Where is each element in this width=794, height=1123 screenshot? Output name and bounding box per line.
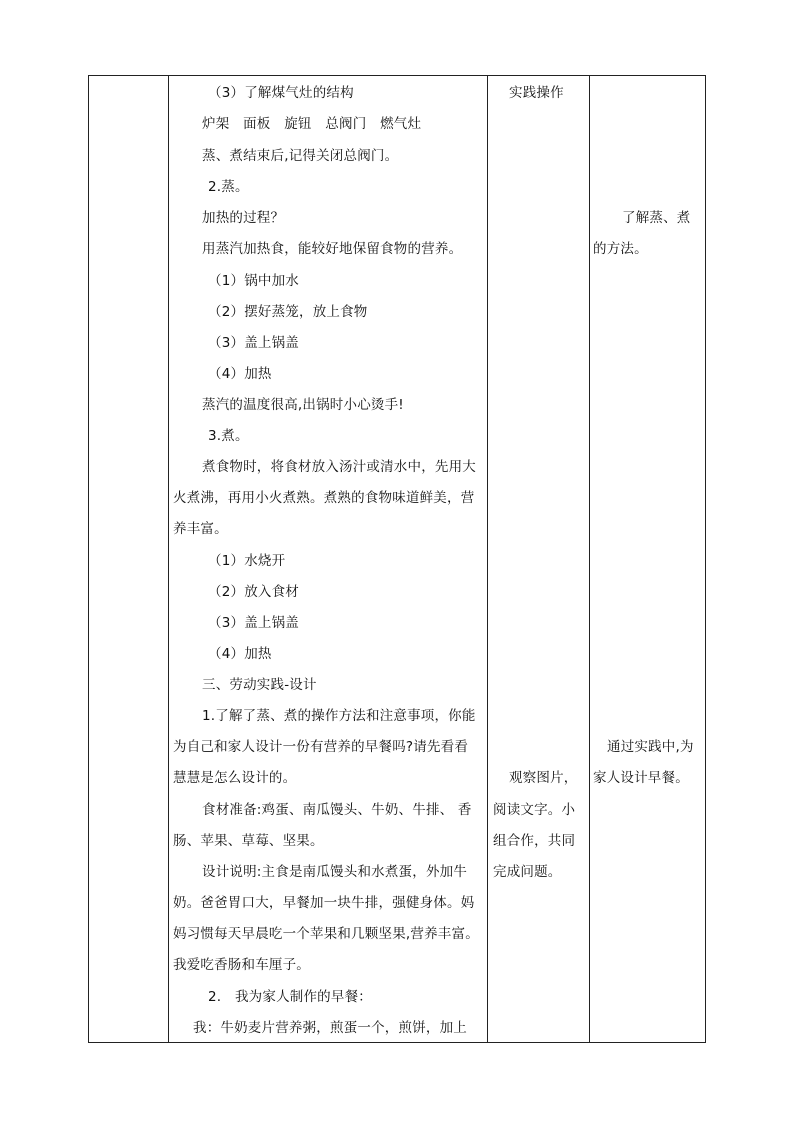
boil-description-line-2: 火煮沸，再用小火煮熟。煮熟的食物味道鲜美，营 [173,490,475,506]
ingredients-line-2: 肠、苹果、草莓、坚果。 [173,833,324,849]
stove-parts-line: 炉架 面板 旋钮 总阀门 燃气灶 [202,116,422,132]
boil-description-line-1: 煮食物时，将食材放入汤汁或清水中，先用大 [202,459,476,475]
boil-step-3: （3）盖上锅盖 [208,615,299,631]
steam-safety-note: 蒸汽的温度很高,出锅时小心烫手! [202,397,404,413]
steam-step-1: （1）锅中加水 [208,273,299,289]
design-notes-line-2: 奶。爸爸胃口大，早餐加一块牛排，强健身体。妈 [173,895,475,911]
structure-heading: （3）了解煤气灶的结构 [208,85,354,101]
practice-section-heading: 三、劳动实践-设计 [202,677,317,693]
design-question-line-2: 为自己和家人设计一份有营养的早餐吗?请先看看 [173,739,469,755]
steam-step-4: （4）加热 [208,366,272,382]
my-breakfast-heading: 2. 我为家人制作的早餐： [208,989,372,1005]
steam-step-3: （3）盖上锅盖 [208,335,299,351]
design-question-line-1: 1.了解了蒸、煮的操作方法和注意事项，你能 [202,708,476,724]
activity-text-line-3: 组合作，共同 [493,833,576,849]
lesson-table [88,75,706,1043]
intent-practice-line-2: 家人设计早餐。 [593,770,689,786]
intent-practice-line-1: 通过实践中,为 [607,739,694,755]
my-breakfast-line-1: 我：牛奶麦片营养粥，煎蛋一个，煎饼，加上 [193,1020,467,1036]
heating-process-question: 加热的过程？ [202,210,285,226]
column-divider-3 [589,76,590,1042]
activity-text-line-4: 完成问题。 [493,864,562,880]
close-valve-note: 蒸、煮结束后,记得关闭总阀门。 [202,148,399,164]
boil-description-line-3: 养丰富。 [173,521,228,537]
boil-section-title: 3.煮。 [208,428,249,444]
design-notes-line-3: 妈习惯每天早晨吃一个苹果和几颗坚果,营养丰富。 [173,926,479,942]
intent-steam-boil-line-1: 了解蒸、煮 [622,210,691,226]
column-divider-2 [487,76,488,1042]
column-divider-1 [168,76,169,1042]
activity-practice-label: 实践操作 [509,85,564,101]
steam-description: 用蒸汽加热食，能较好地保留食物的营养。 [202,241,463,257]
boil-step-2: （2）放入食材 [208,584,299,600]
intent-steam-boil-line-2: 的方法。 [593,241,648,257]
activity-text-line-2: 阅读文字。小 [493,802,576,818]
design-notes-line-4: 我爱吃香肠和车厘子。 [173,957,310,973]
ingredients-line-1: 食材准备:鸡蛋、南瓜馒头、牛奶、牛排、 香 [202,802,472,818]
boil-step-4: （4）加热 [208,646,272,662]
design-notes-line-1: 设计说明:主食是南瓜馒头和水煮蛋，外加牛 [202,864,468,880]
design-question-line-3: 慧慧是怎么设计的。 [173,770,297,786]
activity-text-line-1: 观察图片， [509,770,578,786]
steam-step-2: （2）摆好蒸笼，放上食物 [208,304,368,320]
steam-section-title: 2.蒸。 [208,179,249,195]
boil-step-1: （1）水烧开 [208,553,286,569]
